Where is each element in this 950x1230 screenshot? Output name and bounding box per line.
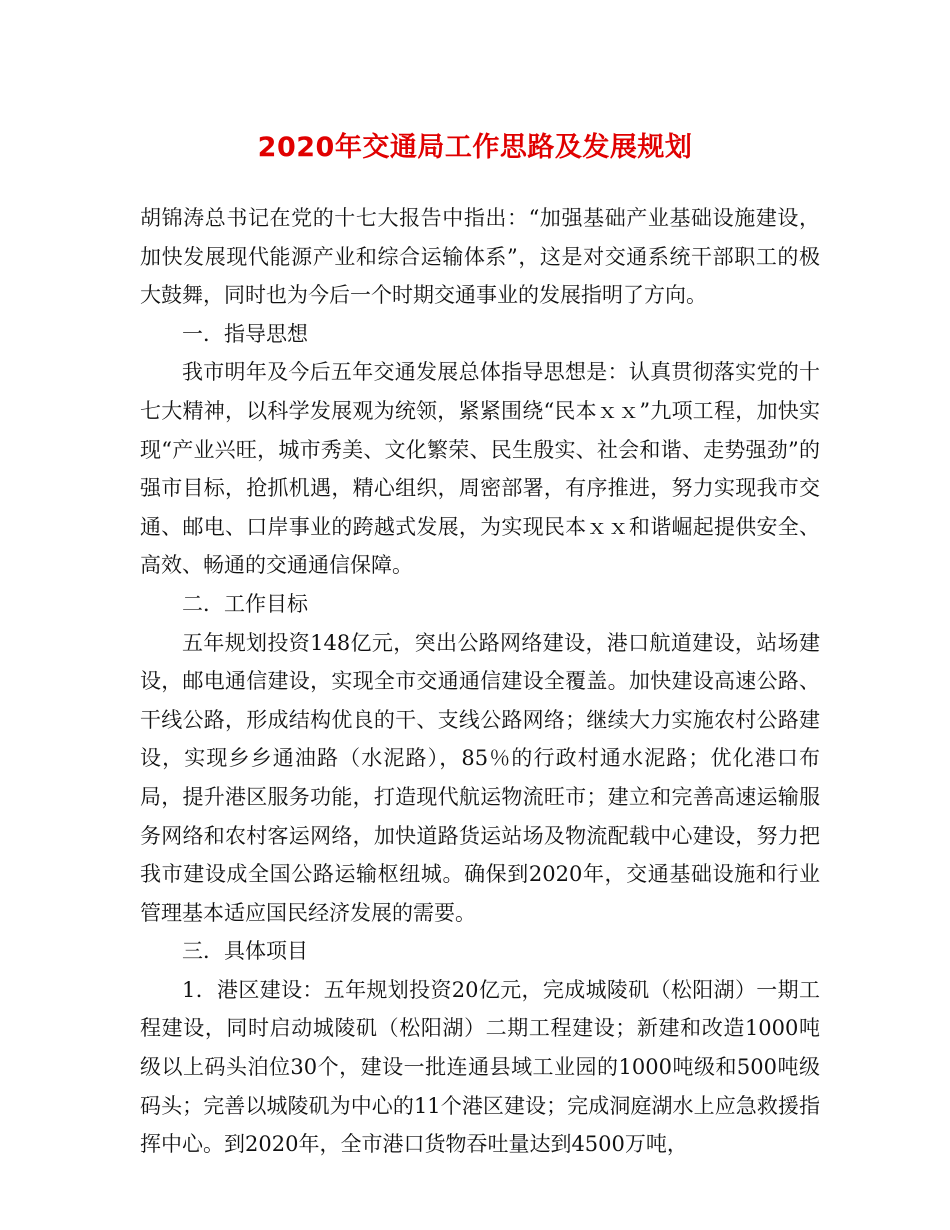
intro-paragraph: 胡锦涛总书记在党的十七大报告中指出：“加强基础产业基础设施建设，加快发展现代能源产业和综合运输体系”，这是对交通系统干部职工的极大鼓舞，同时也为今后一个时期交通事业的发展指明了方向。 (140, 206, 820, 308)
guiding-thought-paragraph: 我市明年及今后五年交通发展总体指导思想是：认真贯彻落实党的十七大精神，以科学发展观为统领，紧紧围绕“民本ｘｘ”九项工程，加快实现“产业兴旺，城市秀美、文化繁荣、民生殷实、社会和谐、走势强劲”的强市目标，抢抓机遇，精心组织，周密部署，有序推进，努力实现我市交通、邮电、口岸事业的跨越式发展，为实现民本ｘｘ和谐崛起提供安全、高效、畅通的交通通信保障。 (140, 360, 820, 578)
document-body (140, 199, 820, 1164)
port-construction-paragraph: 1．港区建设：五年规划投资20亿元，完成城陵矶（松阳湖）一期工程建设，同时启动城陵矶（松阳湖）二期工程建设；新建和改造1000吨级以上码头泊位30个，建设一批连通县域工业园的1000吨级和500吨级码头；完善以城陵矶为中心的11个港区建设；完成洞庭湖水上应急救援指挥中心。到2020年，全市港口货物吞吐量达到4500万吨， (140, 977, 820, 1157)
document-title: 2020年交通局工作思路及发展规划 (257, 132, 693, 163)
section-heading-specific-projects: 三．具体项目 (182, 939, 308, 964)
section-heading-guiding-thought: 一．指导思想 (182, 321, 308, 346)
section-heading-work-goals: 二．工作目标 (182, 591, 308, 616)
work-goals-paragraph: 五年规划投资148亿元，突出公路网络建设，港口航道建设，站场建设，邮电通信建设，实现全市交通通信建设全覆盖。加快建设高速公路、干线公路，形成结构优良的干、支线公路网络；继续大力实施农村公路建设，实现乡乡通油路（水泥路），85％的行政村通水泥路；优化港口布局，提升港区服务功能，打造现代航运物流旺市；建立和完善高速运输服务网络和农村客运网络，加快道路货运站场及物流配载中心建设，努力把我市建设成全国公路运输枢纽城。确保到2020年，交通基础设施和行业管理基本适应国民经济发展的需要。 (140, 630, 820, 925)
